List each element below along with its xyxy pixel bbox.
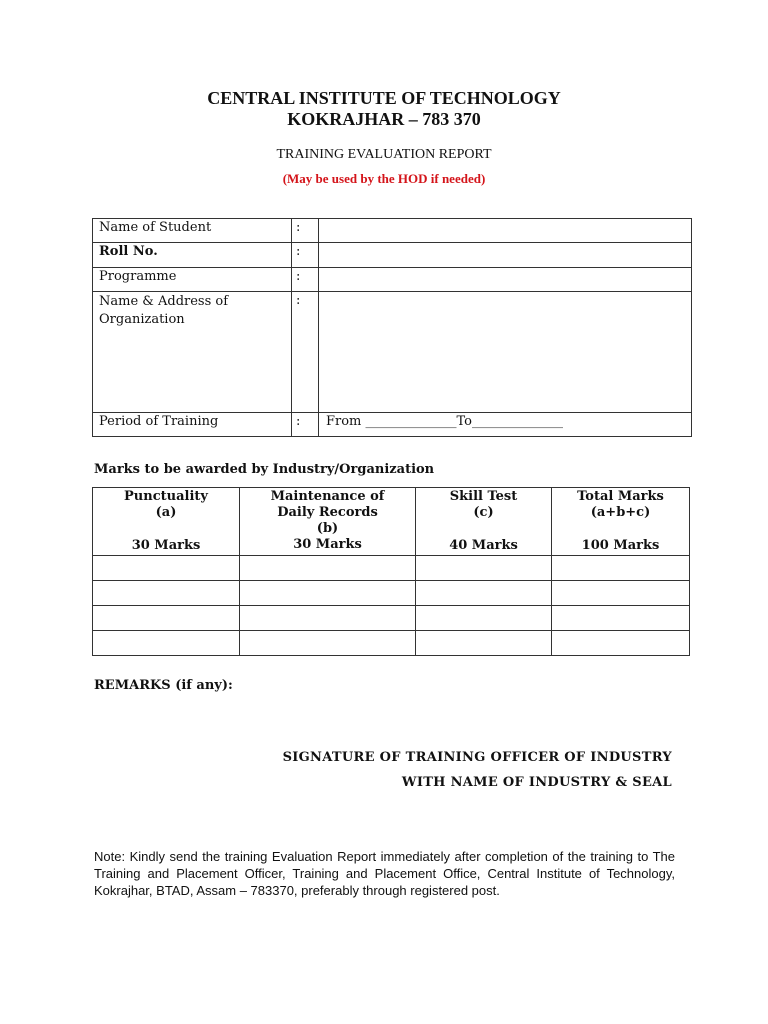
- col-marks: 100 Marks: [581, 538, 660, 553]
- col-code: (a+b+c): [590, 505, 651, 520]
- marks-cell[interactable]: [240, 606, 416, 631]
- col-name: Maintenance of Daily Records: [270, 489, 385, 520]
- marks-cell[interactable]: [93, 556, 240, 581]
- marks-cell[interactable]: [552, 556, 690, 581]
- marks-cell[interactable]: [416, 606, 552, 631]
- footer-note: Note: Kindly send the training Evaluation Report immediately after completion of the training to The Training and Placement Officer, Training and Placement Office, Central Institute of Technology, Kokrajhar, BTAD, Assam – 783370, preferably through registered post.: [94, 849, 675, 898]
- info-label: Period of Training: [93, 413, 292, 437]
- table-row: [93, 606, 690, 631]
- table-row: [93, 556, 690, 581]
- col-marks: 30 Marks: [131, 538, 201, 553]
- marks-col-skill-test: [416, 488, 552, 556]
- signature-line-2: WITH NAME OF INDUSTRY & SEAL: [401, 775, 672, 790]
- col-marks: 30 Marks: [293, 537, 362, 552]
- info-label: Programme: [93, 268, 292, 292]
- table-row: [93, 243, 692, 268]
- info-colon: :: [292, 268, 319, 292]
- marks-col-punctuality: [93, 488, 240, 556]
- marks-cell[interactable]: [416, 581, 552, 606]
- hod-note: (May be used by the HOD if needed): [282, 171, 486, 186]
- info-label: Name of Student: [93, 219, 292, 243]
- info-label: Roll No.: [93, 243, 292, 268]
- table-row: [93, 219, 692, 243]
- col-code: (a): [155, 505, 177, 520]
- marks-cell[interactable]: [416, 556, 552, 581]
- table-row: [93, 413, 692, 437]
- student-info-table: [92, 218, 692, 437]
- info-colon: :: [292, 413, 319, 437]
- table-row: [93, 292, 692, 413]
- info-label: Name & Address of Organization: [93, 292, 292, 413]
- programme-field[interactable]: [319, 268, 692, 292]
- col-name: Total Marks: [577, 489, 664, 504]
- col-code: (c): [473, 505, 494, 520]
- signature-line-1: SIGNATURE OF TRAINING OFFICER OF INDUSTRY: [282, 750, 672, 765]
- table-row: [93, 581, 690, 606]
- col-name: Skill Test: [449, 489, 518, 504]
- marks-cell[interactable]: [93, 581, 240, 606]
- marks-cell[interactable]: [93, 606, 240, 631]
- student-name-field[interactable]: [319, 219, 692, 243]
- marks-col-total: [552, 488, 690, 556]
- table-row: [93, 268, 692, 292]
- marks-cell[interactable]: [240, 581, 416, 606]
- info-colon: :: [292, 219, 319, 243]
- marks-cell[interactable]: [552, 631, 690, 656]
- roll-no-field[interactable]: [319, 243, 692, 268]
- marks-cell[interactable]: [416, 631, 552, 656]
- report-title: TRAINING EVALUATION REPORT: [276, 147, 492, 162]
- institute-location: KOKRAJHAR – 783 370: [287, 109, 481, 129]
- table-row: [93, 631, 690, 656]
- marks-cell[interactable]: [552, 606, 690, 631]
- marks-cell[interactable]: [552, 581, 690, 606]
- training-period-field[interactable]: From ______________To______________: [319, 413, 692, 437]
- col-code: (b): [316, 521, 339, 536]
- info-colon: :: [292, 292, 319, 413]
- organization-address-field[interactable]: [319, 292, 692, 413]
- marks-section-title: Marks to be awarded by Industry/Organization: [94, 462, 435, 477]
- marks-cell[interactable]: [240, 631, 416, 656]
- institute-name: CENTRAL INSTITUTE OF TECHNOLOGY: [207, 88, 561, 108]
- info-colon: :: [292, 243, 319, 268]
- marks-cell[interactable]: [93, 631, 240, 656]
- marks-header-row: [93, 488, 690, 556]
- marks-table: [92, 487, 690, 656]
- col-name: Punctuality: [124, 489, 208, 504]
- marks-cell[interactable]: [240, 556, 416, 581]
- remarks-label: REMARKS (if any):: [94, 678, 233, 693]
- marks-col-daily-records: [240, 488, 416, 556]
- col-marks: 40 Marks: [449, 538, 518, 553]
